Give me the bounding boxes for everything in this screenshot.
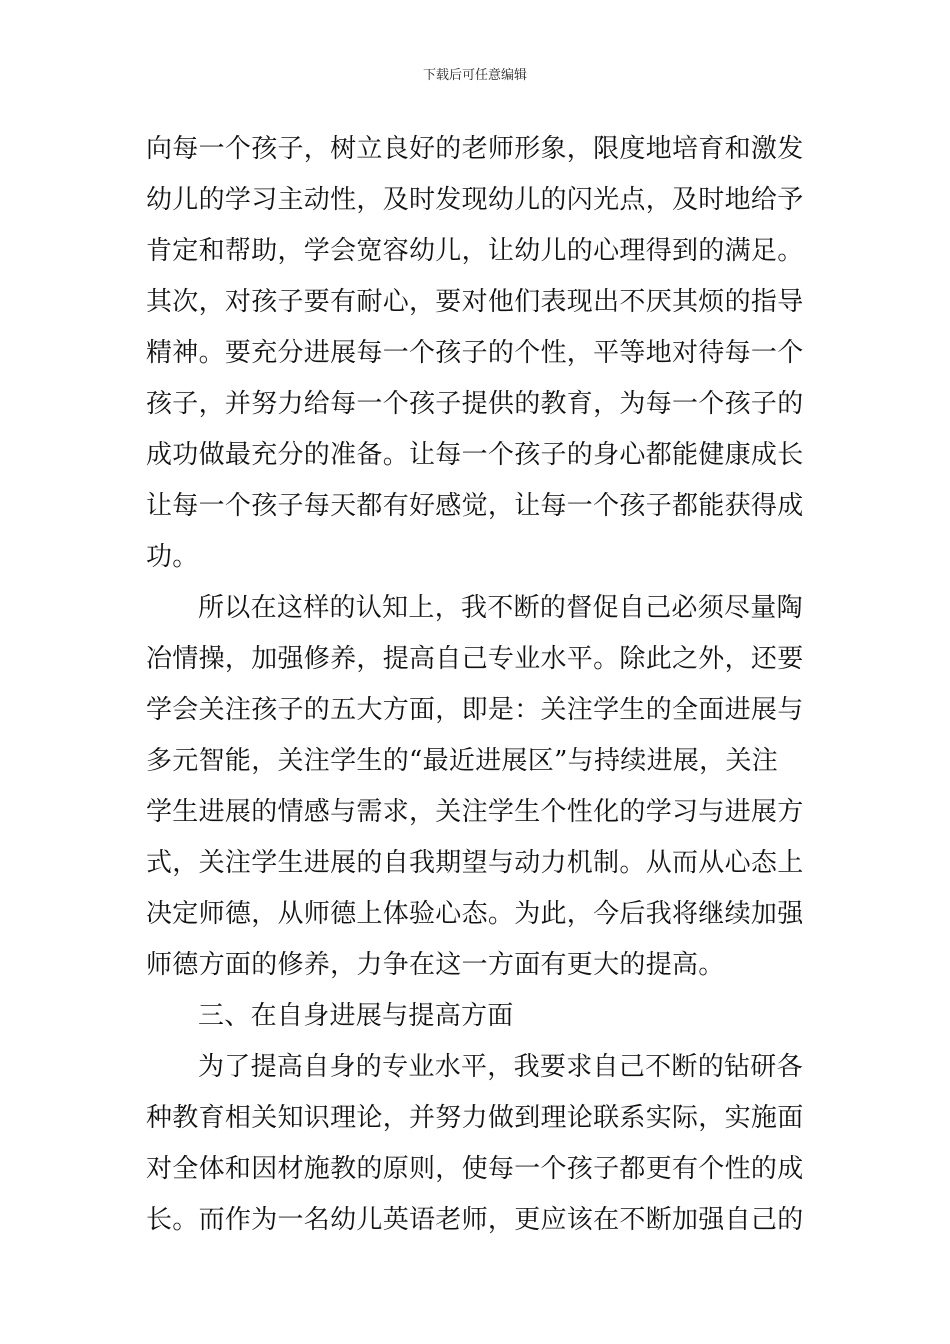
text-line: 多元智能，关注学生的“最近进展区”与持续进展，关注 [146,746,779,776]
text-line: 成功做最充分的准备。让每一个孩子的身心都能健康成长 [146,440,804,470]
text-line: 让每一个孩子每天都有好感觉，让每一个孩子都能获得成 [146,491,804,521]
text-line: 向每一个孩子，树立良好的老师形象，限度地培育和激发 [146,134,804,164]
text-line: 种教育相关知识理论，并努力做到理论联系实际，实施面 [146,1103,804,1133]
text-line: 孩子，并努力给每一个孩子提供的教育，为每一个孩子的 [146,389,804,419]
text-line: 师德方面的修养，力争在这一方面有更大的提高。 [146,950,725,980]
document-body [146,124,816,1246]
paragraph-start-line: 为了提高自身的专业水平，我要求自己不断的钻研各 [198,1052,803,1082]
text-line: 学会关注孩子的五大方面，即是：关注学生的全面进展与 [146,695,804,725]
text-line: 决定师德，从师德上体验心态。为此，今后我将继续加强 [146,899,804,929]
text-line: 长。而作为一名幼儿英语老师，更应该在不断加强自己的 [146,1205,804,1235]
text-line: 对全体和因材施教的原则，使每一个孩子都更有个性的成 [146,1154,804,1184]
text-line: 功。 [146,542,199,572]
text-line: 冶情操，加强修养，提高自己专业水平。除此之外，还要 [146,644,804,674]
paragraph-start-line: 所以在这样的认知上，我不断的督促自己必须尽量陶 [198,593,803,623]
text-line: 精神。要充分进展每一个孩子的个性，平等地对待每一个 [146,338,804,368]
text-line: 幼儿的学习主动性，及时发现幼儿的闪光点，及时地给予 [146,185,804,215]
text-line: 式，关注学生进展的自我期望与动力机制。从而从心态上 [146,848,804,878]
section-heading: 三、在自身进展与提高方面 [198,1001,514,1031]
page-header: 下载后可任意编辑 [422,68,527,83]
text-line: 学生进展的情感与需求，关注学生个性化的学习与进展方 [146,797,804,827]
text-line: 其次，对孩子要有耐心，要对他们表现出不厌其烦的指导 [146,287,804,317]
text-line: 肯定和帮助，学会宽容幼儿，让幼儿的心理得到的满足。 [146,236,804,266]
